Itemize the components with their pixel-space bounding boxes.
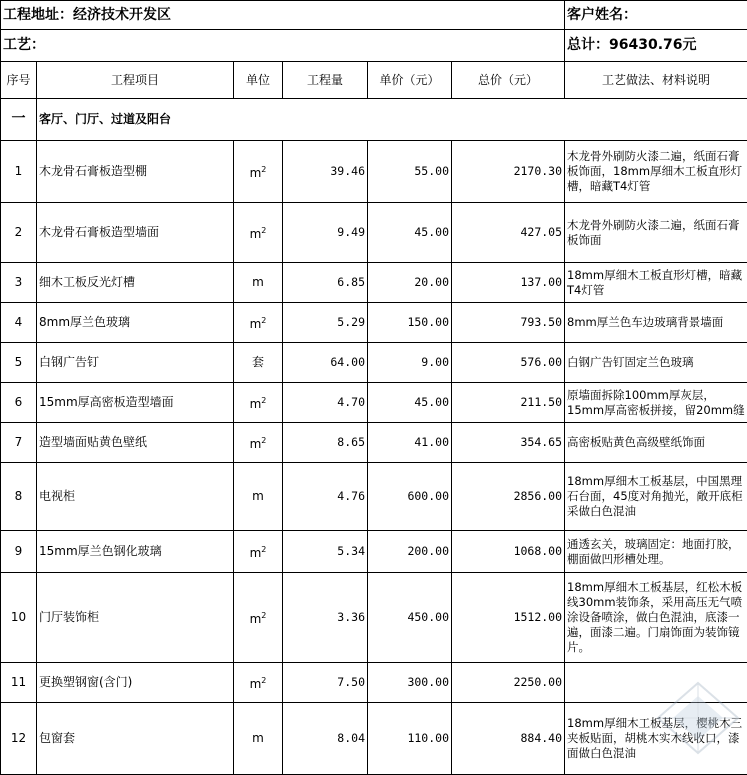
row-total: 576.00 xyxy=(452,343,565,383)
row-item: 包窗套 xyxy=(37,703,234,775)
row-no: 9 xyxy=(1,531,37,573)
row-no: 3 xyxy=(1,263,37,303)
section-no: 一 xyxy=(1,99,37,141)
row-total: 427.05 xyxy=(452,203,565,263)
unit-superscript: 2 xyxy=(261,396,266,405)
row-total: 793.50 xyxy=(452,303,565,343)
row-no: 10 xyxy=(1,573,37,663)
row-unit xyxy=(234,343,283,383)
row-desc: 木龙骨外刷防火漆二遍，纸面石膏板饰面，18mm厚细木工板直形灯槽，暗藏T4灯管 xyxy=(565,141,747,203)
row-desc xyxy=(565,663,747,703)
row-price: 9.00 xyxy=(368,343,452,383)
row-unit xyxy=(234,703,283,775)
unit-superscript: 2 xyxy=(261,165,266,174)
row-price: 110.00 xyxy=(368,703,452,775)
unit-text: m xyxy=(252,275,264,289)
unit-text: m xyxy=(252,489,264,503)
client-name-cell: 客户姓名： xyxy=(565,1,747,30)
row-unit xyxy=(234,141,283,203)
row-price: 45.00 xyxy=(368,203,452,263)
row-price: 41.00 xyxy=(368,423,452,463)
column-header-row xyxy=(1,62,747,99)
unit-superscript: 2 xyxy=(261,545,266,554)
row-unit xyxy=(234,573,283,663)
row-item: 15mm厚高密板造型墙面 xyxy=(37,383,234,423)
row-qty: 8.04 xyxy=(283,703,368,775)
table-row xyxy=(1,531,747,573)
table-row xyxy=(1,663,747,703)
unit-text: m xyxy=(252,731,264,745)
table-row xyxy=(1,463,747,531)
row-qty: 7.50 xyxy=(283,663,368,703)
row-no: 5 xyxy=(1,343,37,383)
table-row xyxy=(1,703,747,775)
col-header-no: 序号 xyxy=(1,62,37,99)
table-row xyxy=(1,263,747,303)
row-item: 白钢广告钉 xyxy=(37,343,234,383)
row-no: 4 xyxy=(1,303,37,343)
row-price: 45.00 xyxy=(368,383,452,423)
address-cell: 工程地址：经济技术开发区 xyxy=(1,1,565,30)
row-price: 200.00 xyxy=(368,531,452,573)
row-no: 12 xyxy=(1,703,37,775)
header-row-process xyxy=(1,30,747,62)
row-desc: 白钢广告钉固定兰色玻璃 xyxy=(565,343,747,383)
table-row xyxy=(1,383,747,423)
row-total: 2856.00 xyxy=(452,463,565,531)
header-row-address xyxy=(1,1,747,30)
row-unit xyxy=(234,303,283,343)
unit-text: 套 xyxy=(252,355,264,369)
table-row xyxy=(1,343,747,383)
unit-text: m xyxy=(250,437,262,451)
row-item: 造型墙面贴黄色壁纸 xyxy=(37,423,234,463)
row-desc: 通透玄关，玻璃固定：地面打胶，棚面做凹形槽处理。 xyxy=(565,531,747,573)
col-header-item: 工程项目 xyxy=(37,62,234,99)
row-qty: 39.46 xyxy=(283,141,368,203)
unit-text: m xyxy=(250,227,262,241)
row-desc: 木龙骨外刷防火漆二遍，纸面石膏板饰面 xyxy=(565,203,747,263)
row-total: 1512.00 xyxy=(452,573,565,663)
row-total: 1068.00 xyxy=(452,531,565,573)
row-item: 木龙骨石膏板造型棚 xyxy=(37,141,234,203)
table-row xyxy=(1,203,747,263)
row-qty: 9.49 xyxy=(283,203,368,263)
row-desc: 18mm厚细木工板基层，红松木板线30mm装饰条，采用高压无气喷涂设备喷涂，做白色混油，底漆一遍，面漆二遍。门扇饰面为装饰镜片。 xyxy=(565,573,747,663)
row-unit xyxy=(234,263,283,303)
row-total: 2170.30 xyxy=(452,141,565,203)
row-price: 300.00 xyxy=(368,663,452,703)
row-desc: 18mm厚细木工板基层，樱桃木三夹板贴面，胡桃木实木线收口，漆面做白色混油 xyxy=(565,703,747,775)
col-header-total: 总价（元） xyxy=(452,62,565,99)
row-desc: 高密板贴黄色高级壁纸饰面 xyxy=(565,423,747,463)
total-value: 96430.76元 xyxy=(609,37,697,53)
row-desc: 18mm厚细木工板直形灯槽，暗藏T4灯管 xyxy=(565,263,747,303)
col-header-qty: 工程量 xyxy=(283,62,368,99)
unit-text: m xyxy=(250,166,262,180)
row-item: 门厅装饰柜 xyxy=(37,573,234,663)
row-unit xyxy=(234,383,283,423)
row-item: 8mm厚兰色玻璃 xyxy=(37,303,234,343)
row-item: 电视柜 xyxy=(37,463,234,531)
col-header-price: 单价（元） xyxy=(368,62,452,99)
section-row xyxy=(1,99,747,141)
row-no: 1 xyxy=(1,141,37,203)
row-item: 木龙骨石膏板造型墙面 xyxy=(37,203,234,263)
col-header-desc: 工艺做法、材料说明 xyxy=(565,62,747,99)
row-item: 更换塑钢窗(含门) xyxy=(37,663,234,703)
table-row xyxy=(1,303,747,343)
row-unit xyxy=(234,463,283,531)
row-total: 211.50 xyxy=(452,383,565,423)
row-unit xyxy=(234,423,283,463)
process-cell: 工艺： xyxy=(1,30,565,62)
col-header-unit: 单位 xyxy=(234,62,283,99)
row-price: 600.00 xyxy=(368,463,452,531)
row-qty: 3.36 xyxy=(283,573,368,663)
unit-superscript: 2 xyxy=(261,226,266,235)
row-no: 7 xyxy=(1,423,37,463)
row-total: 137.00 xyxy=(452,263,565,303)
unit-text: m xyxy=(250,612,262,626)
row-no: 8 xyxy=(1,463,37,531)
table-row xyxy=(1,573,747,663)
row-unit xyxy=(234,531,283,573)
unit-text: m xyxy=(250,397,262,411)
row-desc: 8mm厚兰色车边玻璃背景墙面 xyxy=(565,303,747,343)
unit-text: m xyxy=(250,546,262,560)
table-row xyxy=(1,423,747,463)
row-unit xyxy=(234,663,283,703)
unit-superscript: 2 xyxy=(261,316,266,325)
row-unit xyxy=(234,203,283,263)
row-price: 55.00 xyxy=(368,141,452,203)
row-item: 15mm厚兰色钢化玻璃 xyxy=(37,531,234,573)
row-desc: 18mm厚细木工板基层，中国黑理石台面，45度对角抛光，敞开底柜采做白色混油 xyxy=(565,463,747,531)
row-price: 20.00 xyxy=(368,263,452,303)
row-qty: 5.34 xyxy=(283,531,368,573)
row-price: 150.00 xyxy=(368,303,452,343)
unit-superscript: 2 xyxy=(261,436,266,445)
row-total: 884.40 xyxy=(452,703,565,775)
row-total: 354.65 xyxy=(452,423,565,463)
total-cell xyxy=(565,30,747,62)
row-qty: 4.76 xyxy=(283,463,368,531)
row-qty: 6.85 xyxy=(283,263,368,303)
row-qty: 5.29 xyxy=(283,303,368,343)
row-item: 细木工板反光灯槽 xyxy=(37,263,234,303)
section-title: 客厅、门厅、过道及阳台 xyxy=(37,99,747,141)
table-row xyxy=(1,141,747,203)
row-qty: 8.65 xyxy=(283,423,368,463)
unit-superscript: 2 xyxy=(261,676,266,685)
row-qty: 4.70 xyxy=(283,383,368,423)
row-no: 11 xyxy=(1,663,37,703)
row-price: 450.00 xyxy=(368,573,452,663)
row-desc: 原墙面拆除100mm厚灰层，15mm厚高密板拼接，留20mm缝 xyxy=(565,383,747,423)
total-label: 总计： xyxy=(567,37,609,53)
row-no: 2 xyxy=(1,203,37,263)
row-total: 2250.00 xyxy=(452,663,565,703)
row-no: 6 xyxy=(1,383,37,423)
row-qty: 64.00 xyxy=(283,343,368,383)
unit-superscript: 2 xyxy=(261,611,266,620)
unit-text: m xyxy=(250,677,262,691)
unit-text: m xyxy=(250,317,262,331)
